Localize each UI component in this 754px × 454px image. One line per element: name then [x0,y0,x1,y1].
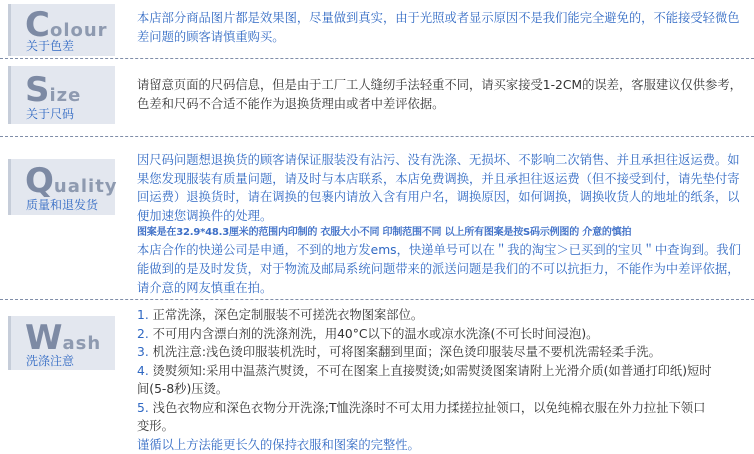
quality-badge [8,159,115,215]
wash-item: 2. 不可用内含漂白剂的洗涤剂洗，用40°C以下的温水或凉水洗涤(不可长时间浸泡)。 [137,325,715,344]
size-title: Size [25,70,81,110]
colour-subtitle: 关于色差 [26,37,74,54]
colour-title: Colour [25,5,108,45]
size-badge [8,66,115,124]
quality-policy: 因尺码问题想退换货的顾客请保证服装没有沾污、没有洗涤、无损坏、不影响二次销售、并且承担往返运费。如果您发现服装有质量问题，请及时与本店联系，本店免费调换，并且承担往返运费（但不接受到付，请先垫付寄回运费）退换货时，请在调换的包裹内请放入含有用户名，调换原因，如何调换，调换收货人的地址的纸条，以便加速您调换件的处理。 [137,151,749,225]
colour-badge [8,4,115,56]
wash-section [0,300,754,452]
wash-list [137,306,715,454]
quality-shipping: 本店合作的快递公司是申通，不到的地方发ems，快递单号可以在＂我的淘宝＞已买到的宝贝＂中查询到。我们能做到的是及时发货，对于物流及邮局系统问题带来的派送问题是我们的不可以抗拒力，不能作为中差评依据，请介意的网友慎重在拍。 [137,241,749,297]
size-text: 请留意页面的尺码信息，但是由于工厂工人缝纫手法轻重不同，请买家接受1-2CM的误差，客服建议仅供参考，色差和尺码不合适不能作为退换货理由或者中差评依据。 [137,76,749,114]
size-subtitle: 关于尺码 [26,105,74,122]
wash-item: 5. 浅色衣物应和深色衣物分开洗涤;T恤洗涤时不可太用力揉搓拉扯领口，以免纯棉衣服在外力拉扯下领口变形。 [137,399,715,436]
quality-subtitle: 质量和退发货 [26,196,98,213]
quality-print-note: 图案是在32.9*48.3厘米的范围内印制的 衣服大小不同 印制范围不同 以上所有图案是按S码示例图的 介意的慎拍 [137,225,749,241]
wash-item: 3. 机洗注意:浅色烫印服装机洗时，可将图案翻到里面；深色烫印服装尽量不要机洗需轻柔手洗。 [137,343,715,362]
colour-text: 本店部分商品图片都是效果图，尽量做到真实，由于光照或者显示原因不是我们能完全避免的，不能接受轻微色差问题的顾客请慎重购买。 [137,9,749,47]
colour-section [0,0,754,60]
wash-footer: 谨循以上方法能更长久的保持衣服和图案的完整性。 [137,436,715,454]
wash-badge [8,316,115,370]
size-section [0,60,754,136]
wash-item: 1. 正常洗涤，深色定制服装不可搓洗衣物图案部位。 [137,306,715,325]
quality-title: Quality [25,161,118,201]
wash-title: Wash [25,318,101,358]
wash-subtitle: 洗涤注意 [26,352,74,369]
quality-section [0,137,754,299]
quality-text [137,151,749,297]
wash-item: 4. 烫熨须知:采用中温蒸汽熨烫，不可在图案上直接熨烫;如需熨烫图案请附上光滑介质(如普通打印纸)短时间(5-8秒)压烫。 [137,362,715,399]
divider [0,58,754,59]
